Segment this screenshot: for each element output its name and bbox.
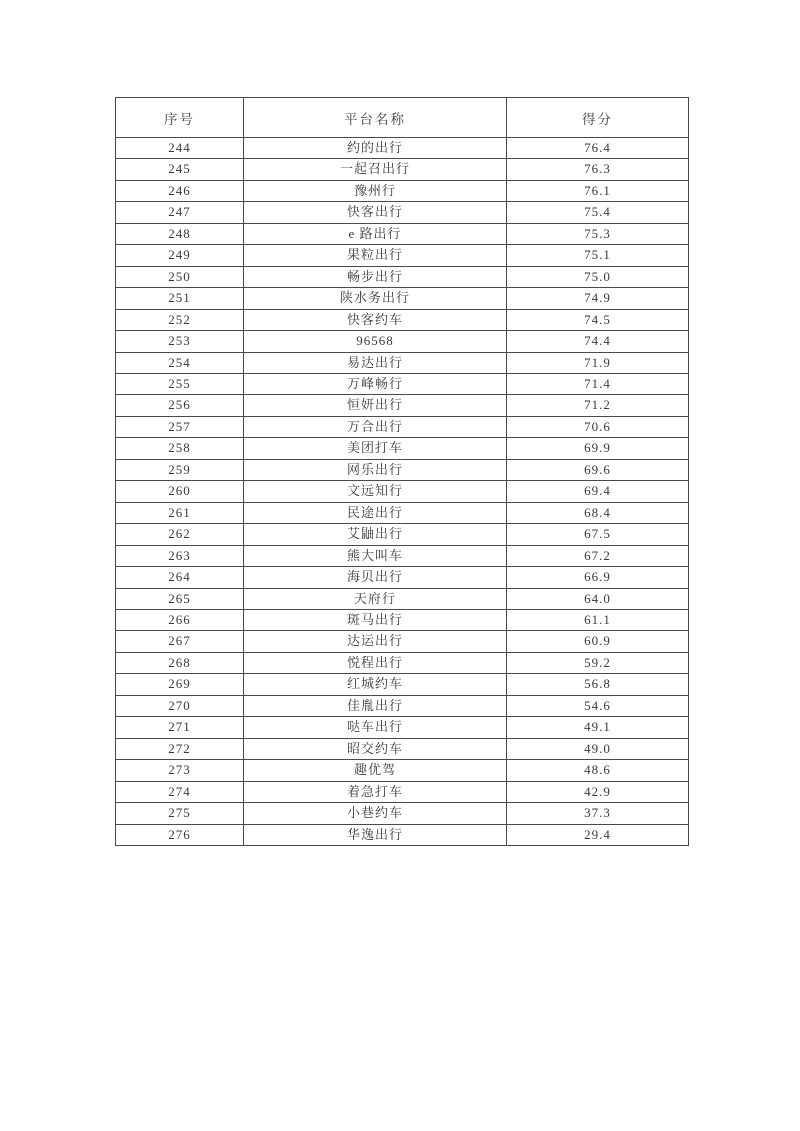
- table-row: [116, 159, 689, 180]
- cell-platform-name: 着急打车: [244, 781, 507, 802]
- table-row: [116, 373, 689, 394]
- cell-platform-name: 万峰畅行: [244, 373, 507, 394]
- cell-score: 76.3: [507, 159, 689, 180]
- cell-serial-number: 258: [116, 438, 244, 459]
- cell-serial-number: 274: [116, 781, 244, 802]
- table-row: [116, 266, 689, 287]
- table-row: [116, 631, 689, 652]
- cell-score: 49.1: [507, 717, 689, 738]
- cell-platform-name: 快客出行: [244, 202, 507, 223]
- table-row: [116, 545, 689, 566]
- cell-score: 71.4: [507, 373, 689, 394]
- cell-score: 69.6: [507, 459, 689, 480]
- table-row: [116, 652, 689, 673]
- cell-platform-name: 恒妍出行: [244, 395, 507, 416]
- cell-score: 74.5: [507, 309, 689, 330]
- cell-serial-number: 271: [116, 717, 244, 738]
- cell-score: 76.4: [507, 138, 689, 159]
- table-row: [116, 223, 689, 244]
- table-row: [116, 138, 689, 159]
- cell-serial-number: 255: [116, 373, 244, 394]
- cell-serial-number: 250: [116, 266, 244, 287]
- cell-score: 75.3: [507, 223, 689, 244]
- cell-score: 64.0: [507, 588, 689, 609]
- cell-serial-number: 248: [116, 223, 244, 244]
- cell-score: 71.9: [507, 352, 689, 373]
- cell-score: 75.4: [507, 202, 689, 223]
- cell-score: 74.4: [507, 331, 689, 352]
- cell-platform-name: 达运出行: [244, 631, 507, 652]
- cell-serial-number: 246: [116, 180, 244, 201]
- cell-platform-name: 民途出行: [244, 502, 507, 523]
- table-row: [116, 459, 689, 480]
- cell-serial-number: 265: [116, 588, 244, 609]
- cell-score: 68.4: [507, 502, 689, 523]
- cell-score: 61.1: [507, 609, 689, 630]
- cell-platform-name: 哒车出行: [244, 717, 507, 738]
- cell-platform-name: e 路出行: [244, 223, 507, 244]
- cell-score: 69.4: [507, 481, 689, 502]
- cell-serial-number: 259: [116, 459, 244, 480]
- table-row: [116, 309, 689, 330]
- cell-platform-name: 熊大叫车: [244, 545, 507, 566]
- cell-platform-name: 昭交约车: [244, 738, 507, 759]
- table-row: [116, 502, 689, 523]
- table-row: [116, 331, 689, 352]
- cell-serial-number: 275: [116, 803, 244, 824]
- cell-serial-number: 261: [116, 502, 244, 523]
- cell-serial-number: 268: [116, 652, 244, 673]
- cell-serial-number: 252: [116, 309, 244, 330]
- cell-score: 70.6: [507, 416, 689, 437]
- table-row: [116, 202, 689, 223]
- cell-serial-number: 264: [116, 567, 244, 588]
- cell-score: 67.5: [507, 524, 689, 545]
- cell-score: 75.0: [507, 266, 689, 287]
- cell-score: 76.1: [507, 180, 689, 201]
- cell-score: 66.9: [507, 567, 689, 588]
- table-row: [116, 824, 689, 845]
- cell-platform-name: 趣优驾: [244, 760, 507, 781]
- cell-score: 59.2: [507, 652, 689, 673]
- cell-score: 67.2: [507, 545, 689, 566]
- table-row: [116, 760, 689, 781]
- cell-platform-name: 快客约车: [244, 309, 507, 330]
- cell-serial-number: 257: [116, 416, 244, 437]
- table-row: [116, 180, 689, 201]
- cell-score: 37.3: [507, 803, 689, 824]
- cell-platform-name: 陕水务出行: [244, 288, 507, 309]
- table-row: [116, 481, 689, 502]
- cell-platform-name: 华逸出行: [244, 824, 507, 845]
- table-row: [116, 288, 689, 309]
- cell-serial-number: 267: [116, 631, 244, 652]
- cell-platform-name: 艾鼬出行: [244, 524, 507, 545]
- cell-platform-name: 斑马出行: [244, 609, 507, 630]
- cell-score: 49.0: [507, 738, 689, 759]
- table-body: [116, 138, 689, 846]
- cell-serial-number: 251: [116, 288, 244, 309]
- table-header: [116, 98, 689, 138]
- col-header-score: 得分: [507, 98, 689, 138]
- cell-serial-number: 260: [116, 481, 244, 502]
- cell-platform-name: 悦程出行: [244, 652, 507, 673]
- table-row: [116, 395, 689, 416]
- cell-serial-number: 270: [116, 695, 244, 716]
- cell-serial-number: 276: [116, 824, 244, 845]
- table-row: [116, 803, 689, 824]
- table-header-row: [116, 98, 689, 138]
- cell-score: 75.1: [507, 245, 689, 266]
- cell-serial-number: 266: [116, 609, 244, 630]
- cell-serial-number: 253: [116, 331, 244, 352]
- cell-platform-name: 易达出行: [244, 352, 507, 373]
- cell-score: 60.9: [507, 631, 689, 652]
- table-row: [116, 567, 689, 588]
- cell-platform-name: 文远知行: [244, 481, 507, 502]
- cell-platform-name: 万合出行: [244, 416, 507, 437]
- cell-score: 69.9: [507, 438, 689, 459]
- cell-platform-name: 一起召出行: [244, 159, 507, 180]
- cell-serial-number: 262: [116, 524, 244, 545]
- table-row: [116, 416, 689, 437]
- cell-platform-name: 果粒出行: [244, 245, 507, 266]
- cell-platform-name: 小巷约车: [244, 803, 507, 824]
- table-row: [116, 738, 689, 759]
- cell-serial-number: 244: [116, 138, 244, 159]
- cell-serial-number: 256: [116, 395, 244, 416]
- cell-score: 74.9: [507, 288, 689, 309]
- cell-serial-number: 269: [116, 674, 244, 695]
- cell-score: 54.6: [507, 695, 689, 716]
- table-row: [116, 524, 689, 545]
- platform-score-table: [115, 97, 689, 846]
- cell-serial-number: 254: [116, 352, 244, 373]
- table-row: [116, 352, 689, 373]
- cell-platform-name: 96568: [244, 331, 507, 352]
- col-header-serial-number: 序号: [116, 98, 244, 138]
- cell-platform-name: 约的出行: [244, 138, 507, 159]
- cell-score: 71.2: [507, 395, 689, 416]
- cell-platform-name: 海贝出行: [244, 567, 507, 588]
- cell-serial-number: 247: [116, 202, 244, 223]
- cell-platform-name: 天府行: [244, 588, 507, 609]
- table-row: [116, 717, 689, 738]
- cell-serial-number: 245: [116, 159, 244, 180]
- cell-platform-name: 红城约车: [244, 674, 507, 695]
- table-row: [116, 438, 689, 459]
- cell-score: 56.8: [507, 674, 689, 695]
- table-row: [116, 781, 689, 802]
- cell-serial-number: 263: [116, 545, 244, 566]
- table-row: [116, 674, 689, 695]
- table-row: [116, 695, 689, 716]
- col-header-platform-name: 平台名称: [244, 98, 507, 138]
- cell-score: 48.6: [507, 760, 689, 781]
- cell-score: 29.4: [507, 824, 689, 845]
- cell-score: 42.9: [507, 781, 689, 802]
- cell-platform-name: 畅步出行: [244, 266, 507, 287]
- cell-serial-number: 249: [116, 245, 244, 266]
- cell-platform-name: 网乐出行: [244, 459, 507, 480]
- cell-platform-name: 豫州行: [244, 180, 507, 201]
- table-row: [116, 245, 689, 266]
- cell-platform-name: 佳胤出行: [244, 695, 507, 716]
- cell-platform-name: 美团打车: [244, 438, 507, 459]
- table-row: [116, 588, 689, 609]
- cell-serial-number: 273: [116, 760, 244, 781]
- cell-serial-number: 272: [116, 738, 244, 759]
- table-row: [116, 609, 689, 630]
